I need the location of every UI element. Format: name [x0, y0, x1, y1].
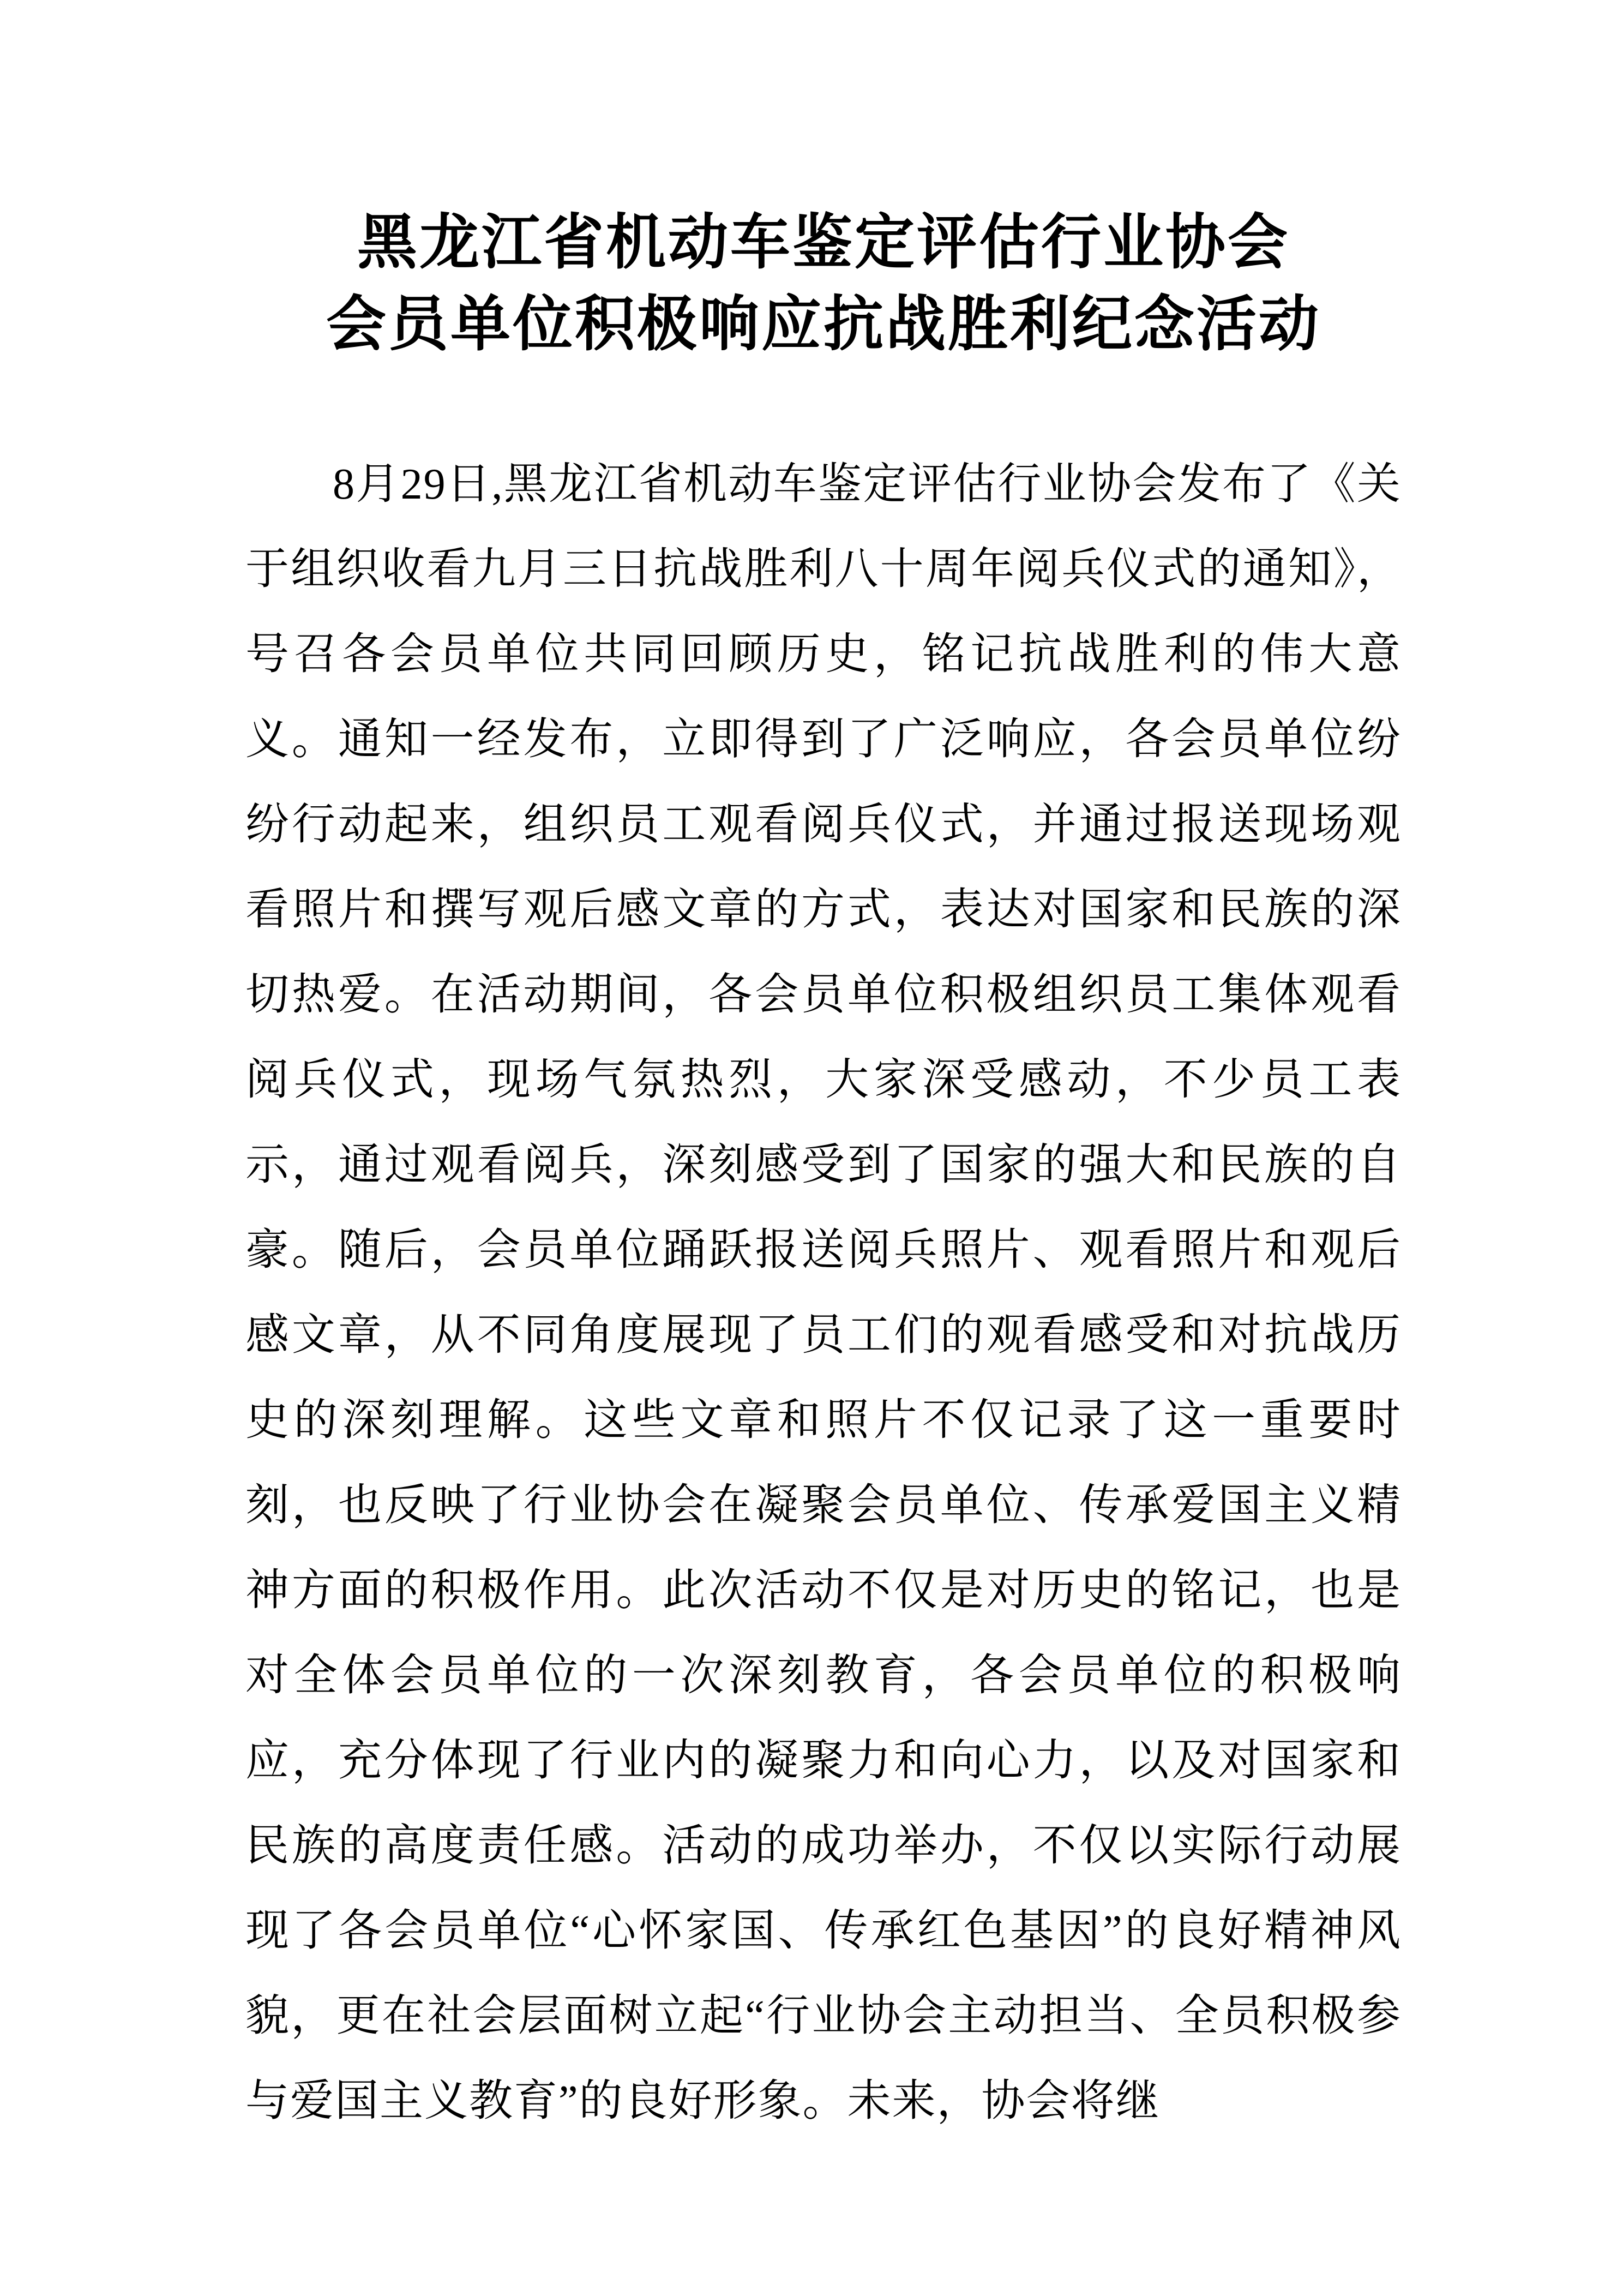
document-title — [245, 202, 1402, 365]
title-line-2: 会员单位积极响应抗战胜利纪念活动 — [326, 291, 1321, 358]
title-line-1: 黑龙江省机动车鉴定评估行业协会 — [357, 209, 1290, 276]
body-paragraph: 8月29日,黑龙江省机动车鉴定评估行业协会发布了《关于组织收看九月三日抗战胜利八十周年阅兵仪式的通知》，号召各会员单位共同回顾历史，铭记抗战胜利的伟大意义。通知一经发布，立即得到了广泛响应，各会员单位纷纷行动起来，组织员工观看阅兵仪式，并通过报送现场观看照片和撰写观后感文章的方式，表达对国家和民族的深切热爱。在活动期间，各会员单位积极组织员工集体观看阅兵仪式，现场气氛热烈，大家深受感动，不少员工表示，通过观看阅兵，深刻感受到了国家的强大和民族的自豪。随后，会员单位踊跃报送阅兵照片、观看照片和观后感文章，从不同角度展现了员工们的观看感受和对抗战历史的深刻理解。这些文章和照片不仅记录了这一重要时刻，也反映了行业协会在凝聚会员单位、传承爱国主义精神方面的积极作用。此次活动不仅是对历史的铭记，也是对全体会员单位的一次深刻教育，各会员单位的积极响应，充分体现了行业内的凝聚力和向心力，以及对国家和民族的高度责任感。活动的成功举办，不仅以实际行动展现了各会员单位“心怀家国、传承红色基因”的良好精神风貌，更在社会层面树立起“行业协会主动担当、全员积极参与爱国主义教育”的良好形象。未来，协会将继 — [245, 460, 1402, 2125]
